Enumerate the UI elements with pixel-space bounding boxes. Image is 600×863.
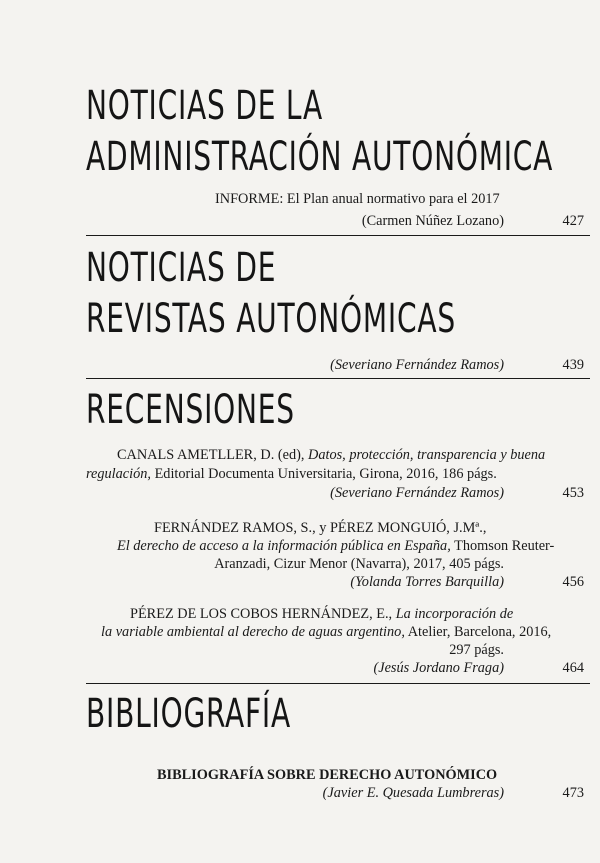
section-title-administracion-line2: ADMINISTRACIÓN AUTONÓMICA — [86, 134, 554, 180]
section-divider — [86, 378, 590, 379]
recension-1-line1 — [117, 446, 545, 464]
entry-revistas-page: 439 — [562, 357, 584, 373]
entry-informe-author: (Carmen Núñez Lozano) — [361, 213, 504, 229]
section-title-administracion-line1: NOTICIAS DE LA — [86, 83, 324, 129]
recension-1-line2 — [86, 465, 497, 483]
entry-informe-title: INFORME: El Plan anual normativo para el 2017 — [215, 191, 500, 207]
recension-3-book-title-part2: la variable ambiental al derecho de aguas argentino, — [101, 624, 405, 640]
recension-3-author: PÉREZ DE LOS COBOS HERNÁNDEZ, E., — [130, 606, 393, 622]
recension-3-pages: 297 págs. — [449, 642, 504, 658]
recension-2-authors: FERNÁNDEZ RAMOS, S., y PÉREZ MONGUIÓ, J.Mª., — [154, 520, 487, 536]
bibliografia-entry-heading: BIBLIOGRAFÍA SOBRE DERECHO AUTONÓMICO — [157, 767, 498, 783]
recension-3-reviewer: (Jesús Jordano Fraga) — [373, 660, 504, 676]
bibliografia-entry-page: 473 — [562, 785, 584, 801]
recension-2-book-title: El derecho de acceso a la información pública en España, — [117, 538, 451, 554]
recension-3-line2 — [101, 623, 551, 641]
recension-1-book-title-part1: Datos, protección, transparencia y buena — [308, 447, 546, 463]
recension-3-book-title-part1: La incorporación de — [395, 606, 514, 622]
recension-3-line1 — [130, 605, 513, 623]
recension-1-page: 453 — [562, 485, 584, 501]
bibliografia-entry-author: (Javier E. Quesada Lumbreras) — [322, 785, 504, 801]
section-divider — [86, 683, 590, 684]
section-title-revistas-line2: REVISTAS AUTONÓMICAS — [86, 296, 456, 342]
section-title-revistas-line1: NOTICIAS DE — [86, 245, 277, 291]
recension-2-publisher-part2: Aranzadi, Cizur Menor (Navarra), 2017, 405 págs. — [214, 556, 504, 572]
recension-1-author-editor: CANALS AMETLLER, D. (ed), — [117, 447, 305, 463]
recension-2-reviewer: (Yolanda Torres Barquilla) — [350, 574, 504, 590]
recension-2-publisher-part1: Thomson Reuter- — [454, 538, 555, 554]
recension-3-publisher: Atelier, Barcelona, 2016, — [407, 624, 552, 640]
recension-2-page: 456 — [562, 574, 584, 590]
recension-1-book-title-part2: regulación, — [86, 466, 151, 482]
section-title-recensiones: RECENSIONES — [86, 387, 295, 433]
recension-3-page: 464 — [562, 660, 584, 676]
section-divider — [86, 235, 590, 236]
section-title-bibliografia: BIBLIOGRAFÍA — [86, 691, 291, 737]
recension-1-reviewer: (Severiano Fernández Ramos) — [330, 485, 504, 501]
recension-1-publisher: Editorial Documenta Universitaria, Girona, 2016, 186 págs. — [154, 466, 497, 482]
recension-2-line2 — [117, 537, 554, 555]
entry-informe-page: 427 — [562, 213, 584, 229]
entry-revistas-author: (Severiano Fernández Ramos) — [330, 357, 504, 373]
